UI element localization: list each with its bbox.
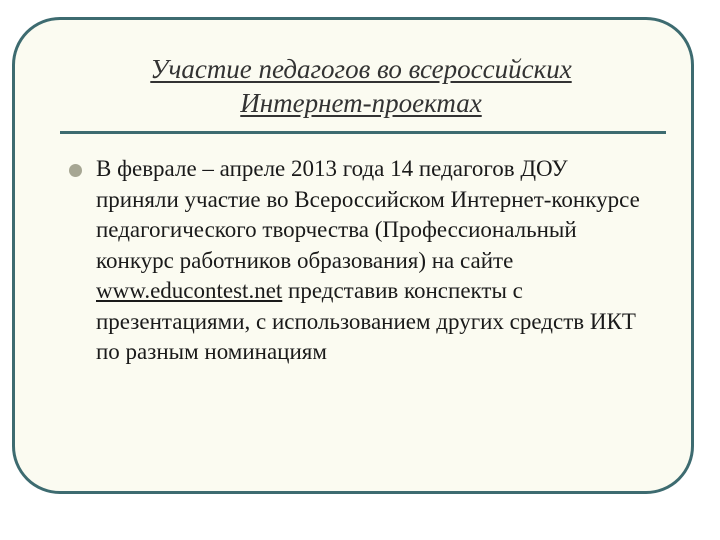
paragraph-text-end: представив конспекты с презентациями, с использованием других средств ИКТ по разным номинациям (96, 278, 636, 364)
title-line-1: Участие педагогов во всероссийских (150, 54, 572, 84)
title-divider (60, 131, 666, 134)
bullet-paragraph (96, 154, 656, 368)
educontest-link[interactable]: www.educontest.net (96, 278, 283, 303)
title-line-2: Интернет-проектах (240, 88, 482, 118)
slide-title (60, 52, 662, 120)
paragraph-text-start: В феврале – апреле 2013 года 14 педагогов ДОУ приняли участие во Всероссийском Интернет-конкурсе педагогического творчества (Профессиональный конкурс работников образования) на сайте (96, 156, 640, 273)
bullet-dot-icon (69, 164, 82, 177)
